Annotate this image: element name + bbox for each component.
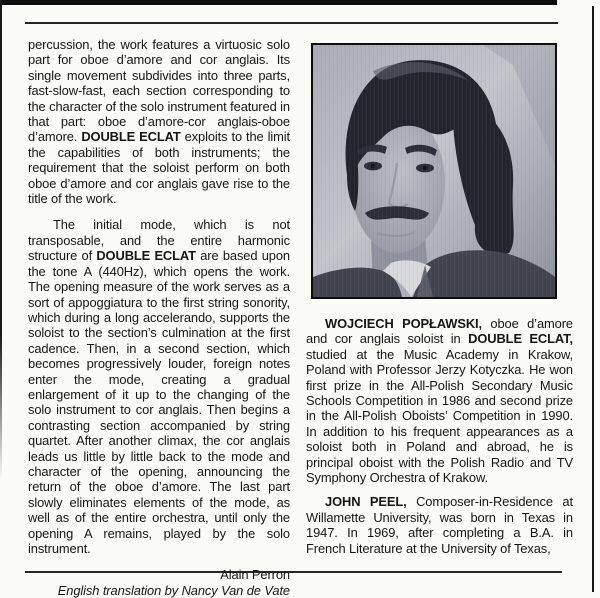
right-paragraph-2 [306, 494, 573, 556]
portrait-photo-illustration [313, 45, 555, 297]
text-segment: WOJCIECH POPŁAWSKI, [325, 316, 483, 331]
right-paragraph-1 [306, 316, 573, 485]
scan-edge-left [0, 0, 2, 480]
text-segment: The initial mode, which is not transposable, and the entire harmonic structure of [28, 217, 290, 264]
text-segment: exploits to the limit the capabilities of both instruments; the requirement that the soloist perform on both oboe d’amore and cor anglais gave rise to the title of the work. [28, 129, 290, 207]
text-segment: studied at the Music Academy in Krakow, Poland with Professor Jerzy Kotyczka. He won first prize in the All-Polish Secondary Music Schools Competition in 1986 and second prize in the All-Polish Oboists’ Competition in 1990. In addition to his frequent appearances as a soloist both in Poland and abroad, he is principal oboist with the Polish Radio and TV Symphony Orchestra of Krakow. [306, 346, 573, 486]
translation-credit: English translation by Nancy Van de Vate [57, 582, 290, 598]
scan-edge-top [0, 0, 557, 5]
text-segment: DOUBLE ECLAT [96, 248, 196, 264]
left-paragraphs [28, 37, 290, 556]
right-column [306, 37, 573, 565]
text-segment: are based upon the tone A (440Hz), which opens the work. The opening measure of the work serves as a sort of appoggiatura to the first string sonority, which during a long accelerando, supports the soloist to the section’s culmination at the first cadence. Then, in a second section, which becomes progressively louder, foreign notes enter the mode, creating a gradual enlargement of it up to the changing of the solo instrument to cor anglais. Then begins a contrasting section accompanied by string quartet. After another climax, the cor anglais leads us little by little back to the mode and character of the opening, announcing the return of the oboe d’amore. The last part slowly eliminates elements of the mode, as well as of the entire orchestra, until only the opening A remains, played by the solo instrument. [28, 248, 290, 556]
left-text-column [28, 37, 290, 598]
text-segment: oboe d’amore and cor anglais soloist in [306, 316, 573, 347]
right-paragraphs [306, 316, 573, 556]
text-segment: percussion, the work features a virtuosic solo part for oboe d’amore and cor anglais. Its single movement subdivides into three parts, fast-slow-fast, each section corresponding to the character of the solo instrument featured in that part: oboe d’amore-cor anglais-oboe d’amore. [28, 37, 290, 145]
portrait-photo [311, 43, 557, 299]
top-rule [25, 22, 558, 24]
right-pupil [423, 166, 428, 171]
text-segment: JOHN PEEL, [325, 494, 407, 510]
scan-edge-right [592, 6, 594, 592]
text-segment: DOUBLE ECLAT, [468, 331, 573, 347]
text-segment: Composer-in-Residence at Willamette University, was born in Texas in 1947. In 1969, after completing a B.A. in French Literature at the University of Texas, [306, 494, 573, 556]
author-credit: Alain Perron [220, 567, 290, 583]
left-paragraph-2 [28, 217, 290, 556]
left-pupil [371, 164, 376, 169]
left-paragraph-1 [28, 37, 290, 206]
text-segment: DOUBLE ECLAT [81, 129, 181, 145]
